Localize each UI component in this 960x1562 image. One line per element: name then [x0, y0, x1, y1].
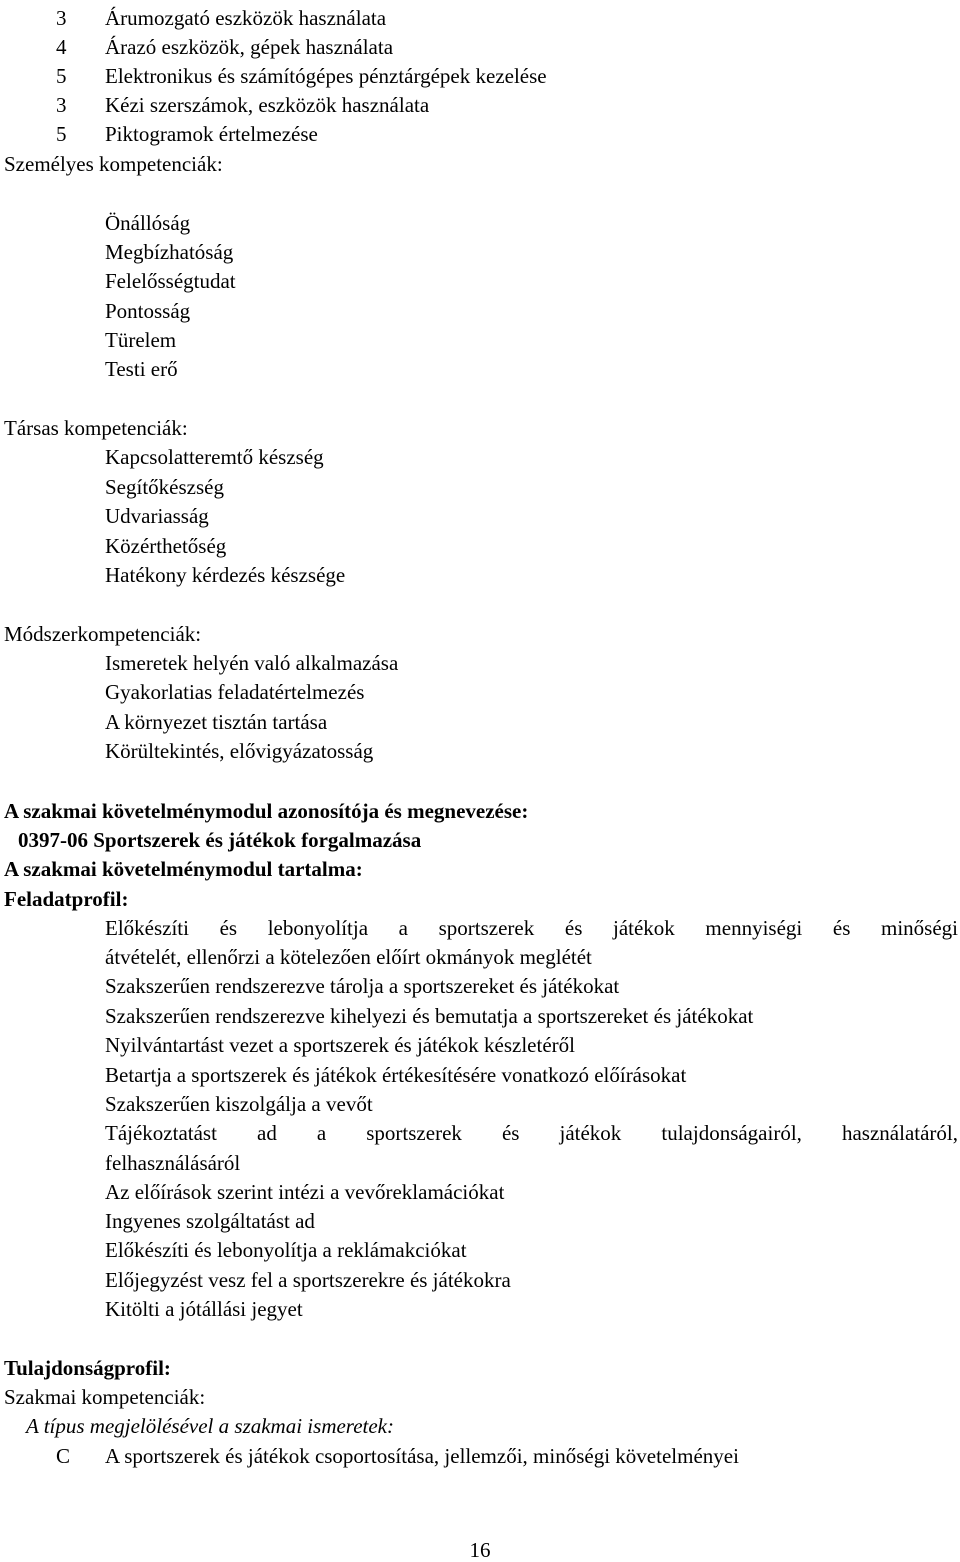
task-item: Nyilvántartást vezet a sportszerek és játékok készletéről [105, 1033, 575, 1057]
item-text: Árumozgató eszközök használata [105, 6, 387, 30]
item-level: 3 [56, 93, 67, 117]
list-item: A környezet tisztán tartása [105, 710, 328, 734]
task-item: Betartja a sportszerek és játékok értékesítésére vonatkozó előírásokat [105, 1063, 687, 1087]
list-item: Kapcsolatteremtő készség [105, 445, 324, 469]
page-number: 16 [469, 1538, 491, 1562]
knowledge-text: A sportszerek és játékok csoportosítása, jellemzői, minőségi követelményei [105, 1444, 739, 1468]
item-level: 4 [56, 35, 67, 59]
list-item: Gyakorlatias feladatértelmezés [105, 680, 365, 704]
task-item-continuation: átvételét, ellenőrzi a kötelezően előírt okmányok meglétét [105, 945, 592, 969]
list-item: Önállóság [105, 211, 191, 235]
list-item: Közérthetőség [105, 534, 227, 558]
module-id-label: A szakmai követelménymodul azonosítója és megnevezése: [4, 799, 529, 823]
task-profile-heading: Feladatprofil: [4, 887, 129, 911]
item-text: Árazó eszközök, gépek használata [105, 35, 394, 59]
task-item: Előkészíti és lebonyolítja a reklámakciókat [105, 1238, 467, 1262]
list-item: Megbízhatóság [105, 240, 234, 264]
module-content-label: A szakmai követelménymodul tartalma: [4, 857, 363, 881]
task-item: Előkészíti és lebonyolítja a sportszerek és játékok mennyiségi és minőségi [105, 916, 958, 940]
task-item: Kitölti a jótállási jegyet [105, 1297, 303, 1321]
list-item: Testi erő [105, 357, 178, 381]
list-item: Türelem [105, 328, 177, 352]
task-item: Tájékoztatást ad a sportszerek és játékok tulajdonságairól, használatáról, [105, 1121, 958, 1145]
list-item: Körültekintés, elővigyázatosság [105, 739, 374, 763]
task-item: Szakszerűen kiszolgálja a vevőt [105, 1092, 373, 1116]
task-item-continuation: felhasználásáról [105, 1151, 241, 1175]
task-item: Ingyenes szolgáltatást ad [105, 1209, 315, 1233]
item-text: Kézi szerszámok, eszközök használata [105, 93, 430, 117]
personal-heading: Személyes kompetenciák: [4, 152, 223, 176]
item-text: Elektronikus és számítógépes pénztárgépek kezelése [105, 64, 547, 88]
social-heading: Társas kompetenciák: [4, 416, 188, 440]
item-level: 3 [56, 6, 67, 30]
list-item: Udvariasság [105, 504, 209, 528]
list-item: Ismeretek helyén való alkalmazása [105, 651, 399, 675]
item-level: 5 [56, 122, 67, 146]
task-item: Az előírások szerint intézi a vevőreklamációkat [105, 1180, 505, 1204]
item-text: Piktogramok értelmezése [105, 122, 318, 146]
type-note: A típus megjelölésével a szakmai ismeretek: [26, 1414, 394, 1438]
item-level: 5 [56, 64, 67, 88]
task-item: Szakszerűen rendszerezve tárolja a sportszereket és játékokat [105, 974, 620, 998]
task-item: Szakszerűen rendszerezve kihelyezi és bemutatja a sportszereket és játékokat [105, 1004, 754, 1028]
module-id-value: 0397-06 Sportszerek és játékok forgalmazása [18, 828, 422, 852]
task-item: Előjegyzést vesz fel a sportszerekre és játékokra [105, 1268, 511, 1292]
list-item: Pontosság [105, 299, 191, 323]
list-item: Hatékony kérdezés készsége [105, 563, 346, 587]
list-item: Felelősségtudat [105, 269, 236, 293]
method-heading: Módszerkompetenciák: [4, 622, 202, 646]
professional-competences-heading: Szakmai kompetenciák: [4, 1385, 206, 1409]
type-letter: C [56, 1444, 71, 1468]
property-profile-heading: Tulajdonságprofil: [4, 1356, 171, 1380]
list-item: Segítőkészség [105, 475, 224, 499]
